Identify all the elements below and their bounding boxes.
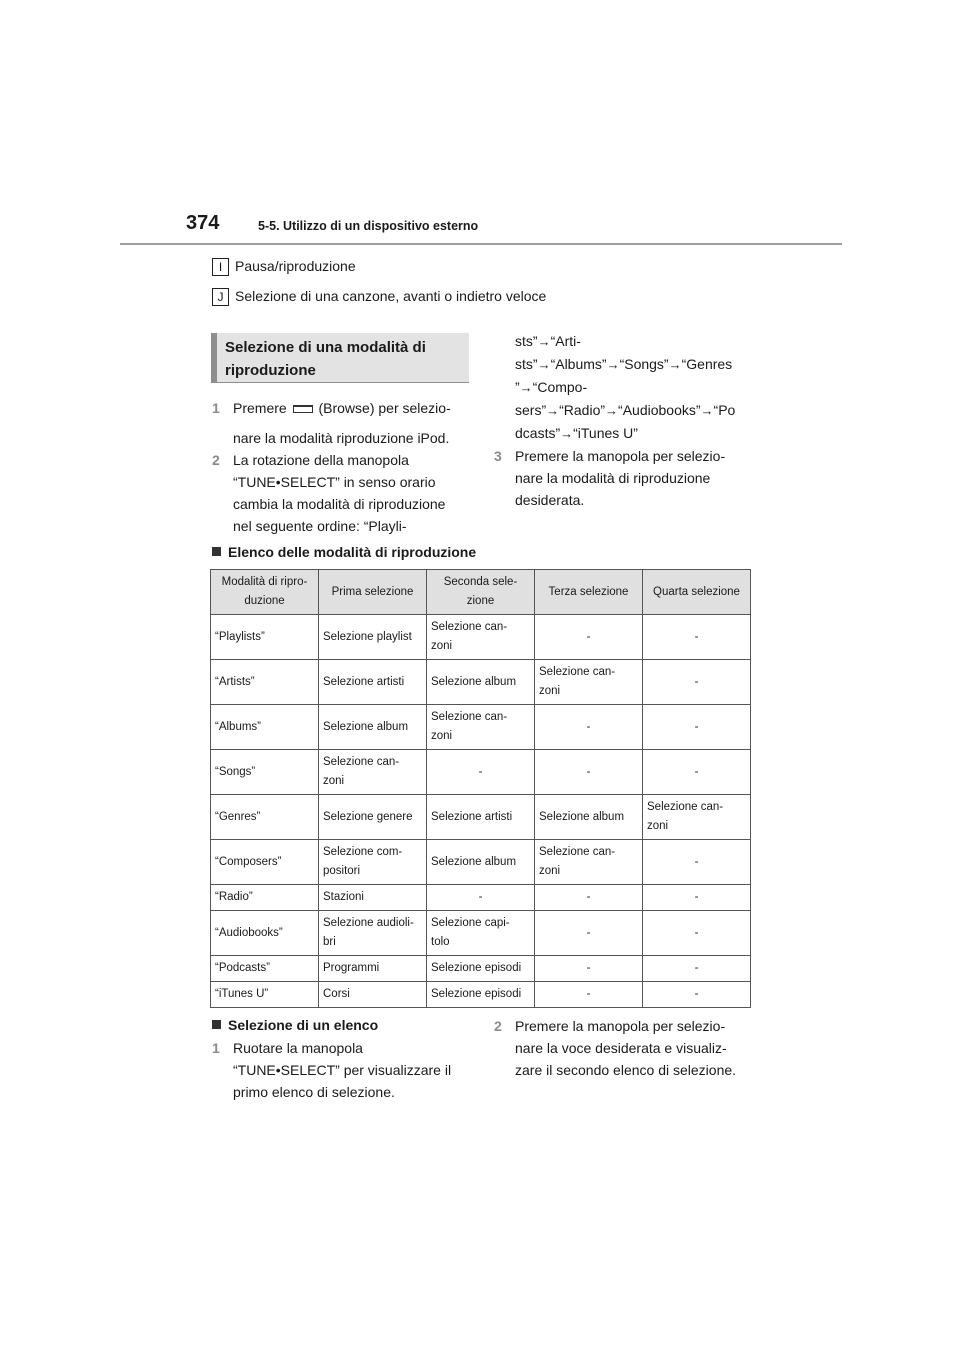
step-text: nel seguente ordine: “Playli- (233, 518, 407, 534)
arrow-icon: → (700, 403, 714, 418)
step-text: nare la modalità di riproduzione (515, 470, 711, 486)
table-cell: Selezione genere (319, 795, 427, 840)
step-text: Premere la manopola per selezio- (515, 448, 726, 464)
mode-text: sts” (515, 356, 538, 372)
table-row (211, 956, 751, 982)
table-cell: “Playlists” (211, 615, 319, 660)
step-text: cambia la modalità di riproduzione (233, 496, 446, 512)
step-text: primo elenco di selezione. (233, 1084, 395, 1100)
table-cell: Selezione album (535, 795, 643, 840)
table-cell: Selezione can- zoni (319, 750, 427, 795)
table-row (211, 615, 751, 660)
mode-table (210, 569, 751, 1008)
table-cell: Selezione can- zoni (427, 615, 535, 660)
arrow-icon: → (519, 380, 533, 395)
table-cell: - (643, 840, 751, 885)
table-cell: - (643, 750, 751, 795)
table-header-cell: Terza selezione (535, 570, 643, 615)
mode-text: “Songs” (619, 356, 669, 372)
arrow-icon: → (537, 334, 551, 349)
key-text-i: Pausa/riproduzione (235, 258, 356, 274)
step-text: Ruotare la manopola (233, 1040, 363, 1056)
table-cell: - (643, 911, 751, 956)
mode-text: “Radio” (559, 402, 606, 418)
step-number: 1 (212, 1040, 220, 1056)
step-number: 2 (494, 1018, 502, 1034)
table-cell: - (643, 705, 751, 750)
table-row (211, 660, 751, 705)
table-cell: - (535, 911, 643, 956)
table-cell: - (427, 750, 535, 795)
key-text-j: Selezione di una canzone, avanti o indietro veloce (235, 288, 547, 304)
step-text: “TUNE•SELECT” in senso orario (233, 474, 436, 490)
mode-text: “iTunes U” (573, 425, 638, 441)
table-cell: Selezione album (427, 660, 535, 705)
table-body (211, 615, 751, 1008)
step-text: nare la modalità riproduzione iPod. (233, 430, 450, 446)
table-header-cell: Seconda sele- zione (427, 570, 535, 615)
table-cell: - (535, 615, 643, 660)
step-number: 3 (494, 448, 502, 464)
table-cell: “Songs” (211, 750, 319, 795)
table-cell: Selezione com- positori (319, 840, 427, 885)
table-cell: - (535, 982, 643, 1008)
step-text: desiderata. (515, 492, 585, 508)
subheading-mode-list (212, 544, 476, 560)
table-cell: Selezione album (319, 705, 427, 750)
table-cell: Programmi (319, 956, 427, 982)
table-cell: - (535, 750, 643, 795)
table-header-cell: Prima selezione (319, 570, 427, 615)
table-header-cell: Modalità di ripro- duzione (211, 570, 319, 615)
arrow-icon: → (605, 403, 619, 418)
step-text: zare il secondo elenco di selezione. (515, 1062, 737, 1078)
table-cell: - (643, 956, 751, 982)
key-label-j: J (212, 288, 229, 306)
table-cell: Selezione playlist (319, 615, 427, 660)
header-divider (120, 243, 842, 245)
mode-text: ” (515, 379, 520, 395)
table-row (211, 750, 751, 795)
table-cell: - (643, 660, 751, 705)
table-cell: Corsi (319, 982, 427, 1008)
heading-line-1: Selezione di una modalità di (225, 339, 426, 356)
table-cell: Selezione can- zoni (643, 795, 751, 840)
table-cell: Selezione capi- tolo (427, 911, 535, 956)
table-cell: - (427, 885, 535, 911)
table-cell: Selezione audioli- bri (319, 911, 427, 956)
table-cell: - (643, 982, 751, 1008)
heading-line-2: riproduzione (225, 362, 316, 379)
table-cell: “Podcasts” (211, 956, 319, 982)
table-cell: Selezione episodi (427, 982, 535, 1008)
mode-text: “Albums” (550, 356, 607, 372)
browse-icon (293, 405, 313, 413)
table-cell: - (535, 705, 643, 750)
step-text: La rotazione della manopola (233, 452, 409, 468)
table-row (211, 795, 751, 840)
square-bullet-icon (212, 1020, 221, 1029)
table-cell: Selezione artisti (319, 660, 427, 705)
arrow-icon: → (668, 357, 682, 372)
step-text: Premere la manopola per selezio- (515, 1018, 726, 1034)
table-cell: Selezione album (427, 840, 535, 885)
table-cell: Selezione can- zoni (535, 840, 643, 885)
section-title: 5-5. Utilizzo di un dispositivo esterno (258, 219, 479, 233)
square-bullet-icon (212, 547, 221, 556)
arrow-icon: → (606, 357, 620, 372)
table-row (211, 705, 751, 750)
table-cell: Selezione episodi (427, 956, 535, 982)
step-text: Premere (233, 400, 287, 416)
step-text: (Browse) per selezio- (318, 400, 451, 416)
table-cell: - (535, 956, 643, 982)
table-cell: - (643, 885, 751, 911)
table-cell: “iTunes U” (211, 982, 319, 1008)
step-text: nare la voce desiderata e visualiz- (515, 1040, 727, 1056)
subheading-text: Elenco delle modalità di riproduzione (228, 544, 477, 560)
key-legend-j (212, 288, 546, 306)
key-label-i: I (212, 258, 229, 276)
step-2-continued (515, 330, 765, 445)
mode-text: sts” (515, 333, 538, 349)
mode-text: dcasts” (515, 425, 561, 441)
table-cell: Selezione can- zoni (535, 660, 643, 705)
arrow-icon: → (560, 426, 574, 441)
mode-text: “Genres (681, 356, 733, 372)
mode-text: “Compo- (532, 379, 588, 395)
table-cell: Selezione can- zoni (427, 705, 535, 750)
mode-text: “Audiobooks” (618, 402, 701, 418)
table-row (211, 911, 751, 956)
step-text: “TUNE•SELECT” per visualizzare il (233, 1062, 452, 1078)
table-cell: - (643, 615, 751, 660)
table-row (211, 840, 751, 885)
table-cell: “Artists” (211, 660, 319, 705)
arrow-icon: → (537, 357, 551, 372)
table-cell: Stazioni (319, 885, 427, 911)
arrow-icon: → (546, 403, 560, 418)
subheading-list-selection (212, 1017, 378, 1033)
table-cell: “Radio” (211, 885, 319, 911)
subheading-text: Selezione di un elenco (228, 1017, 379, 1033)
step-number: 1 (212, 400, 220, 416)
mode-text: “Arti- (550, 333, 581, 349)
table-header-cell: Quarta selezione (643, 570, 751, 615)
table-cell: “Albums” (211, 705, 319, 750)
table-cell: “Audiobooks” (211, 911, 319, 956)
page-number: 374 (186, 212, 220, 234)
mode-text: “Po (713, 402, 736, 418)
table-row (211, 982, 751, 1008)
table-header-row (211, 570, 751, 615)
table-cell: “Genres” (211, 795, 319, 840)
table-row (211, 885, 751, 911)
table-cell: - (535, 885, 643, 911)
table-cell: Selezione artisti (427, 795, 535, 840)
step-number: 2 (212, 452, 220, 468)
mode-text: sers” (515, 402, 547, 418)
key-legend-i (212, 258, 356, 276)
section-heading (211, 333, 469, 383)
table-cell: “Composers” (211, 840, 319, 885)
